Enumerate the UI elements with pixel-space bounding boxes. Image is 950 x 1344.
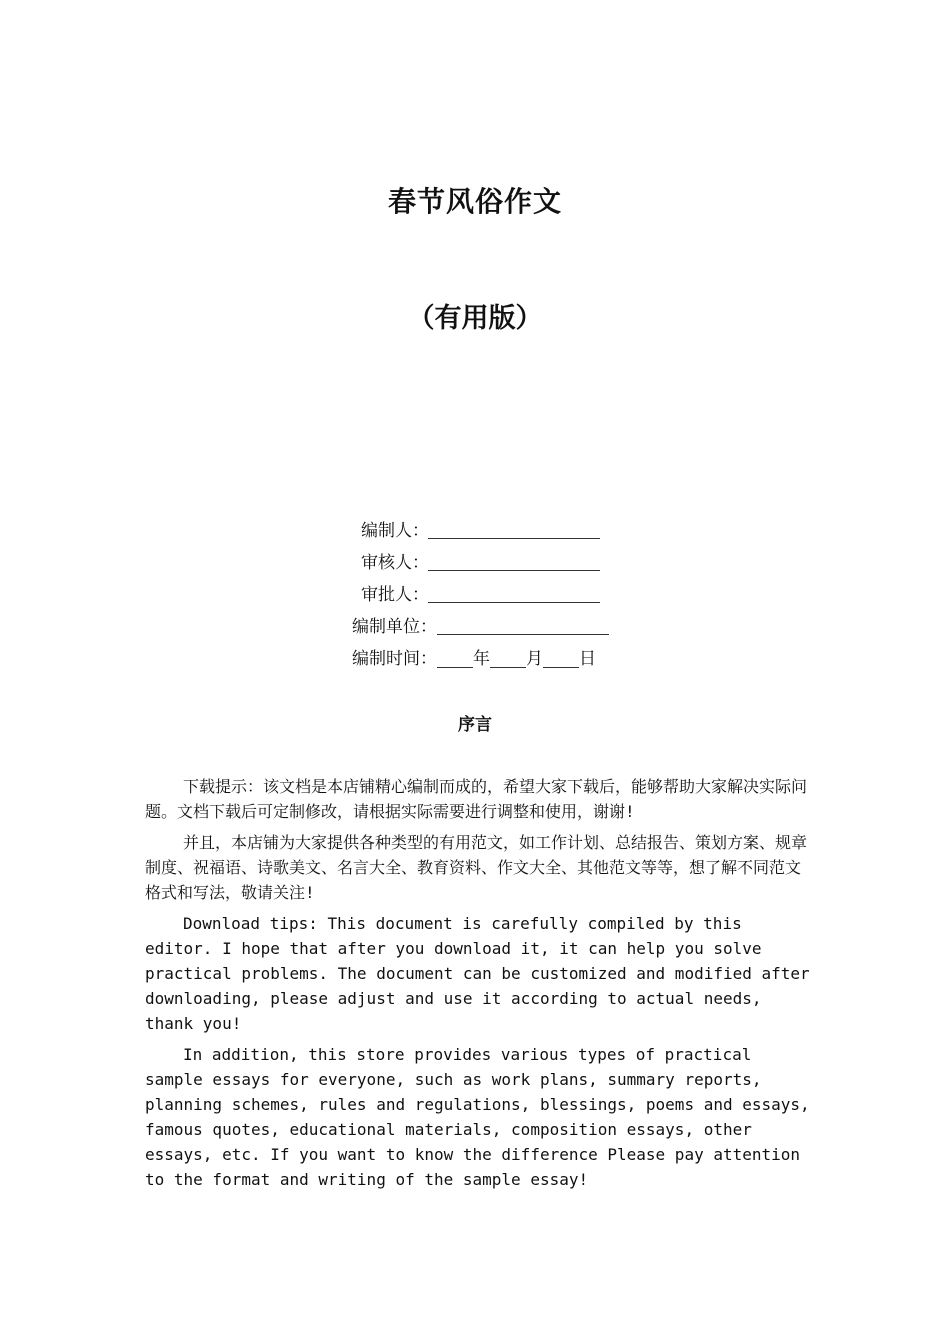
editor-row xyxy=(0,515,950,547)
unit-blank-line xyxy=(437,634,609,635)
editor-blank-line xyxy=(428,538,600,539)
year-label: 年 xyxy=(473,649,490,669)
day-blank xyxy=(543,647,579,668)
unit-label: 编制单位： xyxy=(352,617,437,637)
preface-paragraph-4: In addition, this store provides various types of practical sample essays for everyone, such as work plans, summary reports, planning schemes, rules and regulations, blessings, poems and essays, famous quotes, educational materials, composition essays, other essays, etc. If you want to know the difference Please pay attention to the format and writing of the sample essay! xyxy=(145,1045,810,1189)
document-subtitle: （有用版） xyxy=(407,303,543,334)
info-block xyxy=(0,515,950,675)
approver-row xyxy=(0,579,950,611)
preface-paragraph-3: Download tips: This document is carefully compiled by this editor. I hope that after you download it, it can help you solve practical problems. The document can be customized and modified after downloading, please adjust and use it according to actual needs, thank you! xyxy=(145,914,810,1033)
reviewer-row xyxy=(0,547,950,579)
document-title: 春节风俗作文 xyxy=(387,185,562,218)
date-fields xyxy=(437,643,596,675)
preface-paragraph-2: 并且，本店铺为大家提供各种类型的有用范文，如工作计划、总结报告、策划方案、规章制度、祝福语、诗歌美文、名言大全、教育资料、作文大全、其他范文等等，想了解不同范文格式和写法，敬请关注! xyxy=(145,833,808,902)
preface-paragraph-1: 下载提示：该文档是本店铺精心编制而成的，希望大家下载后，能够帮助大家解决实际问题。文档下载后可定制修改，请根据实际需要进行调整和使用，谢谢! xyxy=(145,777,808,821)
editor-label: 编制人： xyxy=(361,521,429,541)
month-blank xyxy=(490,647,526,668)
time-row xyxy=(0,643,950,675)
reviewer-label: 审核人： xyxy=(361,553,429,573)
time-label: 编制时间： xyxy=(352,649,437,669)
month-label: 月 xyxy=(526,649,543,669)
approver-blank-line xyxy=(428,602,600,603)
preface-body xyxy=(145,774,810,1198)
approver-label: 审批人： xyxy=(361,585,429,605)
preface-title: 序言 xyxy=(458,715,492,735)
reviewer-blank-line xyxy=(428,570,600,571)
day-label: 日 xyxy=(579,649,596,669)
unit-row xyxy=(0,611,950,643)
year-blank xyxy=(437,647,473,668)
